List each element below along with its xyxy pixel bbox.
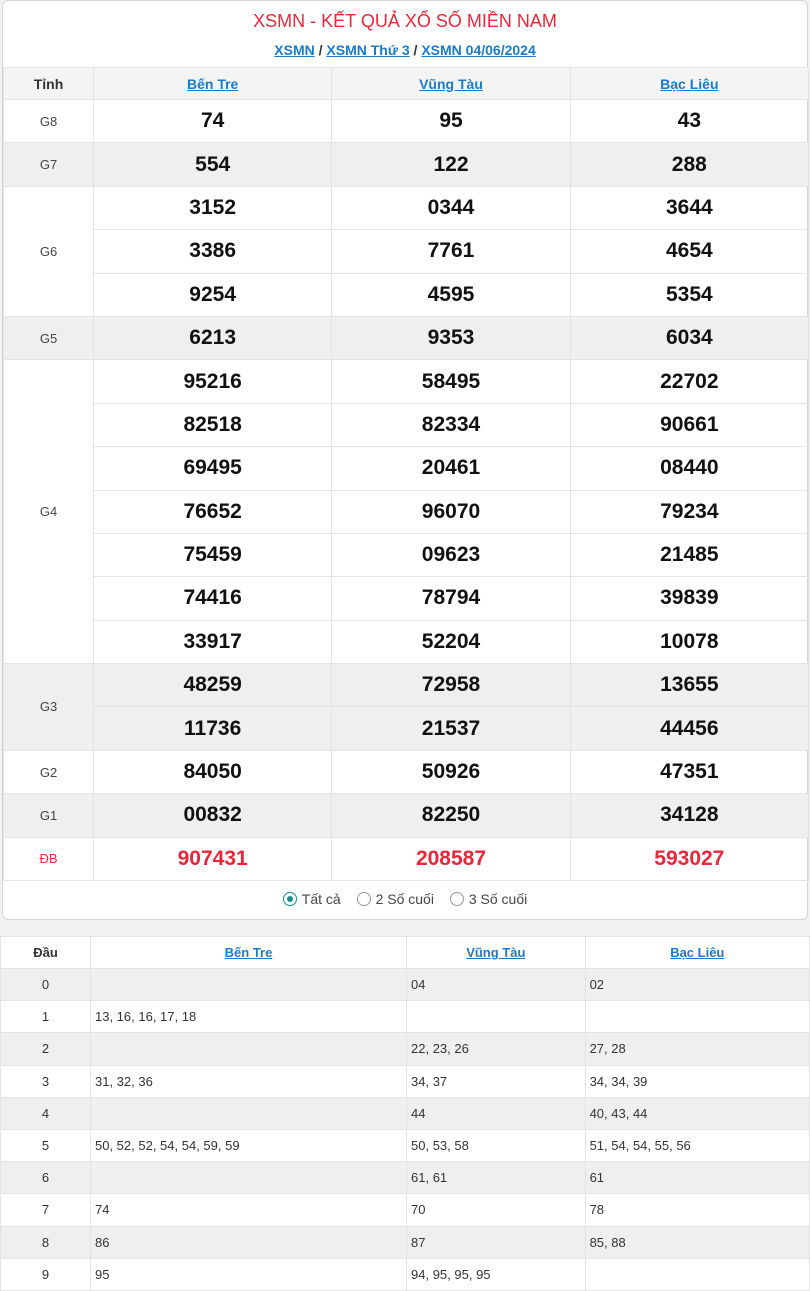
- dau-row: [1, 1162, 810, 1194]
- prize-row: [4, 273, 809, 316]
- prize-label: G1: [4, 794, 94, 837]
- prize-number: 9353: [332, 316, 570, 359]
- prize-number: 44456: [570, 707, 808, 750]
- prize-number: 39839: [570, 577, 808, 620]
- province-link-vung-tau[interactable]: Vũng Tàu: [466, 945, 526, 960]
- prize-number: 79234: [570, 490, 808, 533]
- prize-label: G4: [4, 360, 94, 664]
- radio-icon[interactable]: [450, 892, 464, 906]
- prize-number: 20461: [332, 447, 570, 490]
- province-link-vung-tau[interactable]: Vũng Tàu: [419, 75, 483, 92]
- radio-icon[interactable]: [357, 892, 371, 906]
- dau-values: [91, 1162, 407, 1194]
- prize-number: 69495: [94, 447, 332, 490]
- dau-row: [1, 1226, 810, 1258]
- dau-row: [1, 969, 810, 1001]
- breadcrumb-separator: /: [413, 42, 418, 58]
- dau-row: [1, 1097, 810, 1129]
- filter-last-2[interactable]: [357, 891, 434, 907]
- prize-number: 3386: [94, 230, 332, 273]
- prize-number: 10078: [570, 620, 808, 663]
- dau-values: [91, 1097, 407, 1129]
- prize-number: 907431: [94, 837, 332, 880]
- prize-row: [4, 230, 809, 273]
- prize-number: 34128: [570, 794, 808, 837]
- dau-values: 34, 34, 39: [585, 1065, 809, 1097]
- dau-values: 04: [407, 969, 586, 1001]
- dau-digit: 0: [1, 969, 91, 1001]
- filter-label: 2 Số cuối: [375, 891, 434, 907]
- dau-values: 44: [407, 1097, 586, 1129]
- prize-number: 50926: [332, 750, 570, 793]
- breadcrumb-xsmn-thu3[interactable]: XSMN Thứ 3: [326, 42, 410, 58]
- prize-label: G8: [4, 100, 94, 143]
- dau-values: [585, 1258, 809, 1290]
- prize-number: 4654: [570, 230, 808, 273]
- prize-row: [4, 100, 809, 143]
- prize-label: ĐB: [4, 837, 94, 880]
- prize-number: 78794: [332, 577, 570, 620]
- prize-number: 96070: [332, 490, 570, 533]
- prize-row: [4, 490, 809, 533]
- prize-label: G3: [4, 664, 94, 751]
- dau-digit: 1: [1, 1001, 91, 1033]
- prize-number: 208587: [332, 837, 570, 880]
- dau-digit: 9: [1, 1258, 91, 1290]
- prize-number: 4595: [332, 273, 570, 316]
- dau-row: [1, 1065, 810, 1097]
- prize-number: 33917: [94, 620, 332, 663]
- prize-row: [4, 794, 809, 837]
- radio-icon[interactable]: [283, 892, 297, 906]
- dau-values: 31, 32, 36: [91, 1065, 407, 1097]
- filter-label: Tất cả: [301, 891, 341, 907]
- column-header-province: [332, 68, 570, 100]
- dau-values: 74: [91, 1194, 407, 1226]
- dau-values: [585, 1001, 809, 1033]
- prize-number: 84050: [94, 750, 332, 793]
- prize-number: 76652: [94, 490, 332, 533]
- dau-values: [91, 969, 407, 1001]
- prize-number: 43: [570, 100, 808, 143]
- dau-values: 50, 52, 52, 54, 54, 59, 59: [91, 1129, 407, 1161]
- prize-number: 47351: [570, 750, 808, 793]
- prize-number: 09623: [332, 533, 570, 576]
- dau-values: 85, 88: [585, 1226, 809, 1258]
- prize-row: [4, 186, 809, 229]
- dau-row: [1, 1001, 810, 1033]
- column-header-tinh: Tỉnh: [4, 68, 94, 100]
- prize-number: 9254: [94, 273, 332, 316]
- dau-values: 61: [585, 1162, 809, 1194]
- prize-number: 593027: [570, 837, 808, 880]
- prize-number: 21537: [332, 707, 570, 750]
- prize-label: G5: [4, 316, 94, 359]
- prize-number: 122: [332, 143, 570, 186]
- dau-values: 40, 43, 44: [585, 1097, 809, 1129]
- prize-number: 7761: [332, 230, 570, 273]
- filter-all[interactable]: [283, 891, 341, 907]
- dau-values: [407, 1001, 586, 1033]
- breadcrumb-separator: /: [318, 42, 323, 58]
- prize-number: 82250: [332, 794, 570, 837]
- dau-values: 13, 16, 16, 17, 18: [91, 1001, 407, 1033]
- dau-digit: 3: [1, 1065, 91, 1097]
- province-link-ben-tre[interactable]: Bến Tre: [186, 75, 239, 92]
- column-header-dau: Đầu: [1, 937, 91, 969]
- prize-row: [4, 360, 809, 403]
- prize-row: [4, 143, 809, 186]
- prize-number: 08440: [570, 447, 808, 490]
- province-link-ben-tre[interactable]: Bến Tre: [224, 945, 273, 960]
- dau-values: 61, 61: [407, 1162, 586, 1194]
- breadcrumb: [3, 42, 807, 58]
- prize-number: 95: [332, 100, 570, 143]
- prize-row: [4, 403, 809, 446]
- prize-number: 74416: [94, 577, 332, 620]
- prize-number: 58495: [332, 360, 570, 403]
- prize-row: [4, 707, 809, 750]
- prize-number: 5354: [570, 273, 808, 316]
- prize-label: G7: [4, 143, 94, 186]
- prize-row: [4, 316, 809, 359]
- column-header-province: [94, 68, 332, 100]
- prize-row: [4, 664, 809, 707]
- digit-filter: [3, 891, 807, 907]
- dau-digit: 7: [1, 1194, 91, 1226]
- breadcrumb-xsmn-date[interactable]: XSMN 04/06/2024: [421, 42, 536, 58]
- dau-row: [1, 1194, 810, 1226]
- dau-values: 70: [407, 1194, 586, 1226]
- dau-row: [1, 1129, 810, 1161]
- dau-values: 02: [585, 969, 809, 1001]
- prize-row: [4, 837, 809, 880]
- dau-values: 86: [91, 1226, 407, 1258]
- dau-table: [0, 936, 810, 1291]
- prize-number: 11736: [94, 707, 332, 750]
- page-title: XSMN - KẾT QUẢ XỔ SỐ MIỀN NAM: [253, 11, 557, 31]
- prize-number: 288: [570, 143, 808, 186]
- prize-label: G6: [4, 186, 94, 316]
- column-header-province: [91, 937, 407, 969]
- dau-values: 27, 28: [585, 1033, 809, 1065]
- dau-digit: 8: [1, 1226, 91, 1258]
- dau-values: 34, 37: [407, 1065, 586, 1097]
- filter-label: 3 Số cuối: [468, 891, 528, 907]
- prize-number: 00832: [94, 794, 332, 837]
- dau-values: [91, 1033, 407, 1065]
- dau-values: 87: [407, 1226, 586, 1258]
- dau-values: 94, 95, 95, 95: [407, 1258, 586, 1290]
- prize-number: 95216: [94, 360, 332, 403]
- prize-number: 554: [94, 143, 332, 186]
- column-header-province: [407, 937, 586, 969]
- dau-values: 95: [91, 1258, 407, 1290]
- column-header-province: [570, 68, 808, 100]
- prize-row: [4, 447, 809, 490]
- dau-row: [1, 1258, 810, 1290]
- prize-number: 75459: [94, 533, 332, 576]
- prize-number: 13655: [570, 664, 808, 707]
- prize-number: 3152: [94, 186, 332, 229]
- dau-digit: 4: [1, 1097, 91, 1129]
- breadcrumb-xsmn[interactable]: XSMN: [274, 42, 315, 58]
- prize-number: 6213: [94, 316, 332, 359]
- dau-digit: 2: [1, 1033, 91, 1065]
- filter-last-3[interactable]: [450, 891, 527, 907]
- dau-values: 50, 53, 58: [407, 1129, 586, 1161]
- prize-number: 22702: [570, 360, 808, 403]
- dau-digit: 5: [1, 1129, 91, 1161]
- results-table: [3, 67, 809, 881]
- prize-number: 90661: [570, 403, 808, 446]
- prize-row: [4, 533, 809, 576]
- prize-number: 3644: [570, 186, 808, 229]
- prize-row: [4, 577, 809, 620]
- prize-number: 6034: [570, 316, 808, 359]
- column-header-province: [585, 937, 809, 969]
- prize-number: 21485: [570, 533, 808, 576]
- dau-values: 51, 54, 54, 55, 56: [585, 1129, 809, 1161]
- prize-label: G2: [4, 750, 94, 793]
- prize-number: 52204: [332, 620, 570, 663]
- dau-values: 22, 23, 26: [407, 1033, 586, 1065]
- prize-number: 0344: [332, 186, 570, 229]
- prize-number: 72958: [332, 664, 570, 707]
- province-link-bac-lieu[interactable]: Bạc Liêu: [660, 75, 719, 92]
- province-link-bac-lieu[interactable]: Bạc Liêu: [670, 945, 725, 960]
- prize-number: 48259: [94, 664, 332, 707]
- prize-row: [4, 750, 809, 793]
- prize-number: 74: [94, 100, 332, 143]
- prize-number: 82518: [94, 403, 332, 446]
- dau-values: 78: [585, 1194, 809, 1226]
- prize-row: [4, 620, 809, 663]
- prize-number: 82334: [332, 403, 570, 446]
- dau-row: [1, 1033, 810, 1065]
- results-card: [2, 0, 808, 920]
- dau-digit: 6: [1, 1162, 91, 1194]
